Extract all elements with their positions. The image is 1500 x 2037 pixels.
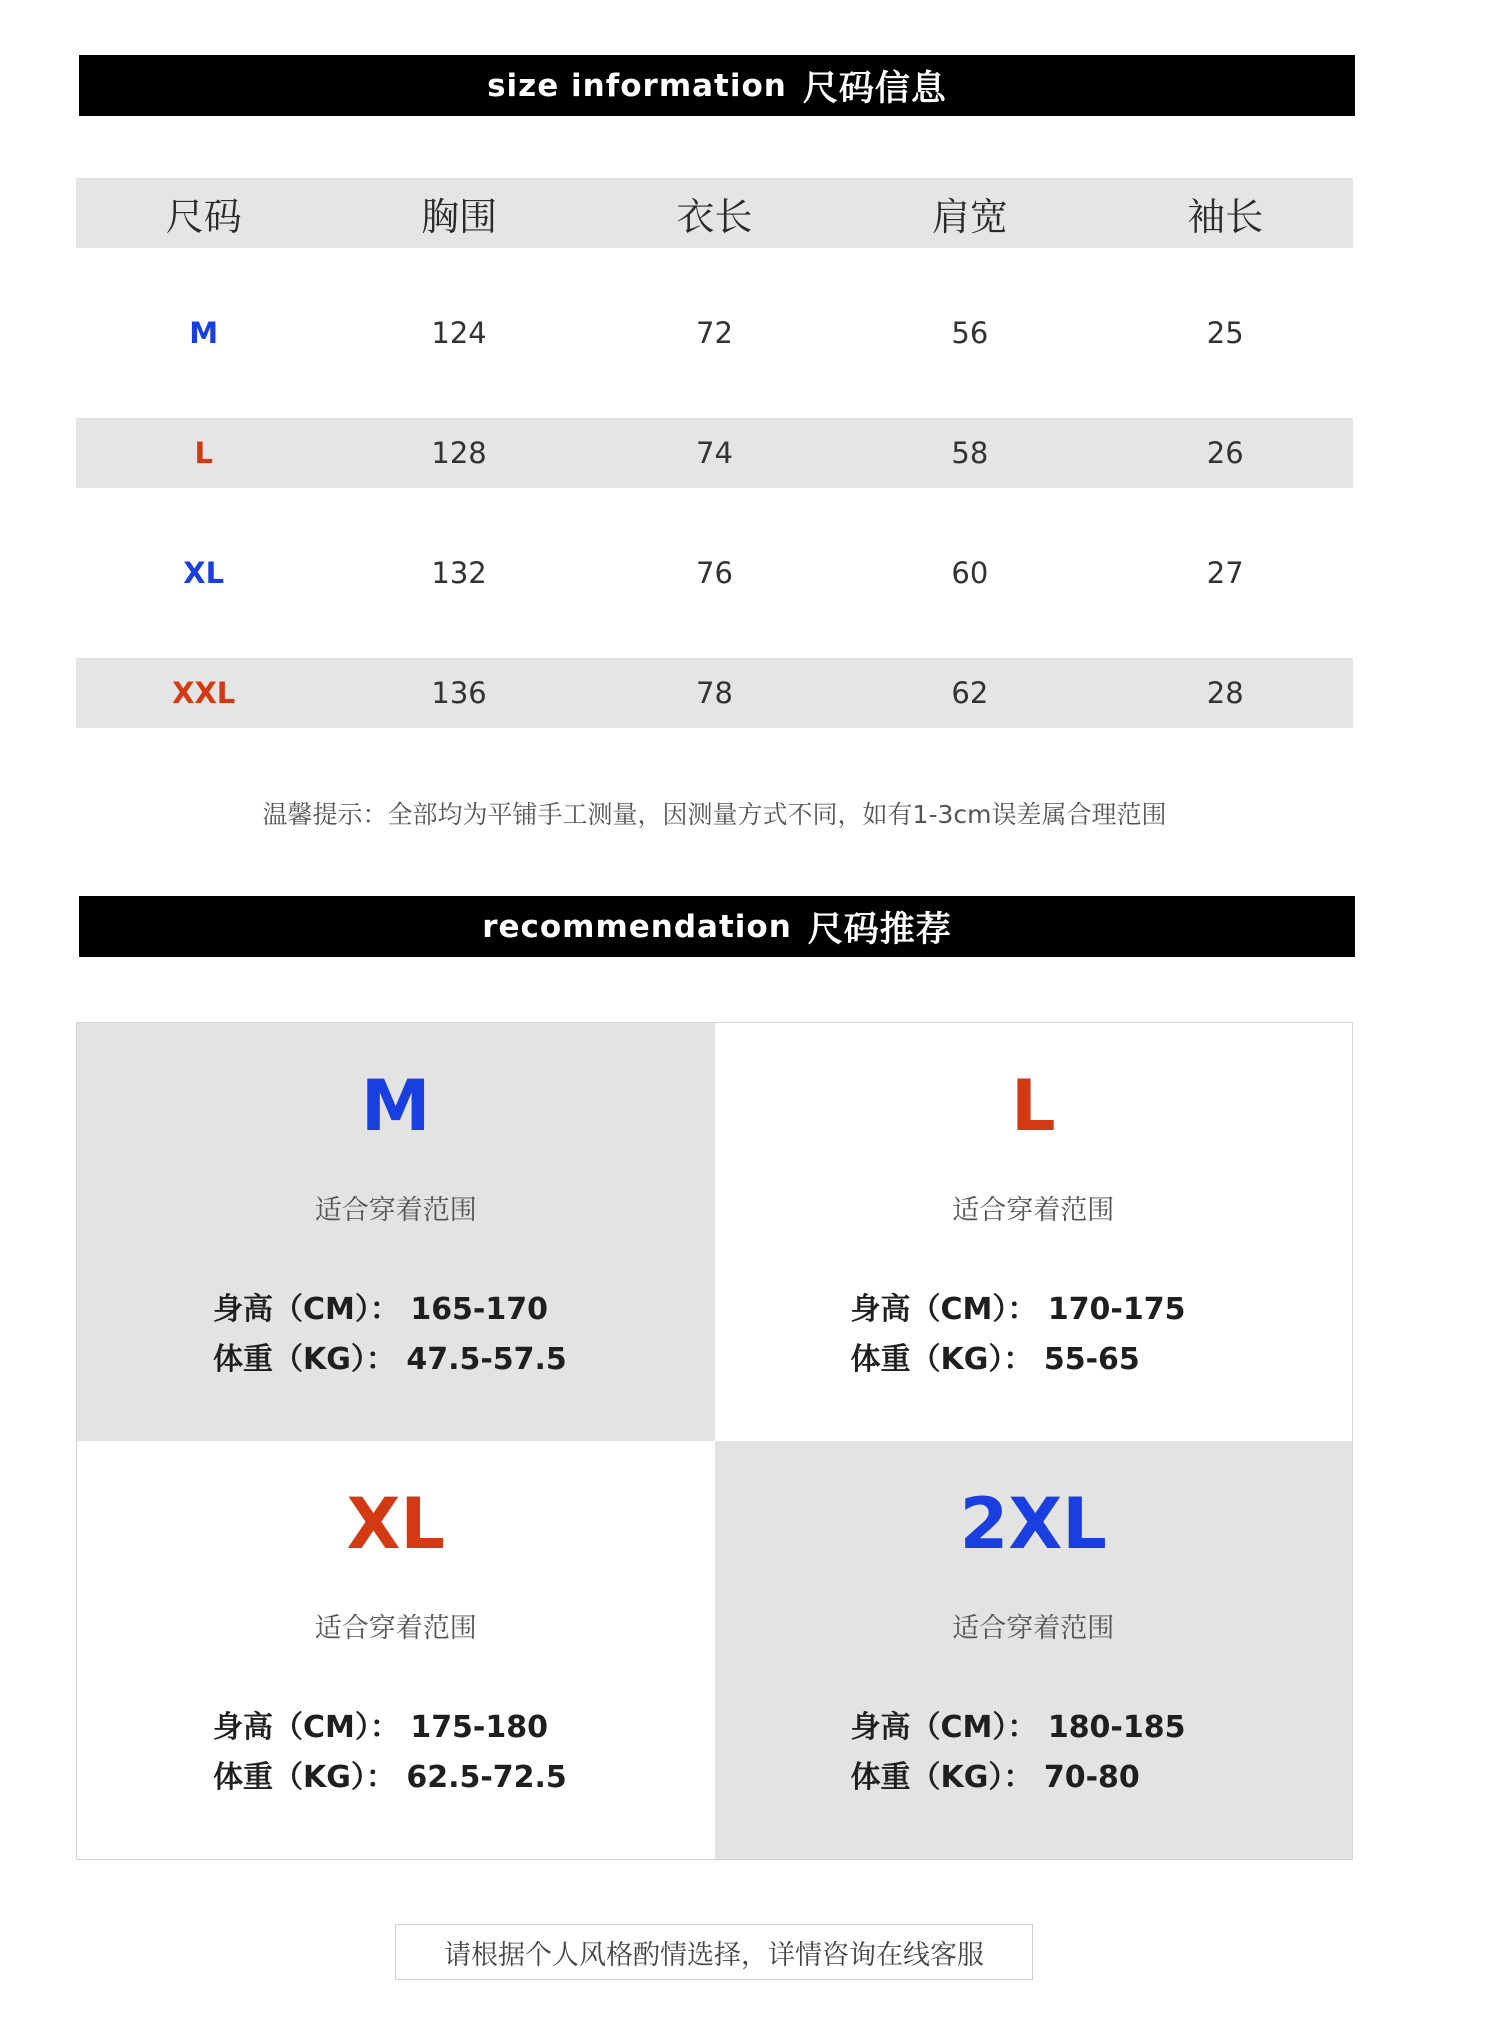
chest-value: 132 [431,556,487,590]
measurement-note: 温馨提示：全部均为平铺手工测量，因测量方式不同，如有1-3cm误差属合理范围 [262,800,1167,829]
table-row [76,298,1353,368]
recommendation-card-m [77,1023,715,1441]
card-size: 2XL [959,1483,1107,1565]
header-length: 衣长 [676,194,753,239]
banner-title-cn: 尺码信息 [802,68,947,109]
card-fit-label: 适合穿着范围 [952,1195,1115,1226]
recommendation-grid [76,1022,1353,1860]
card-fit-label: 适合穿着范围 [952,1613,1115,1644]
card-weight: 体重（KG）： 55-65 [850,1342,1140,1377]
card-height: 身高（CM）： 170-175 [850,1292,1186,1327]
sleeve-value: 27 [1206,556,1244,590]
banner-title-en: size information [487,67,787,104]
card-weight: 体重（KG）： 70-80 [850,1760,1140,1795]
card-specs [851,1703,1186,1803]
chest-value: 128 [431,436,487,470]
card-specs [213,1285,567,1385]
chest-value: 124 [431,316,487,350]
recommendation-banner [79,896,1355,957]
table-row [76,658,1353,728]
size-label: L [194,436,213,470]
size-table [76,178,1353,728]
shoulder-value: 58 [951,436,989,470]
size-label: XL [183,556,225,590]
sleeve-value: 26 [1206,436,1244,470]
shoulder-value: 56 [951,316,989,350]
header-sleeve: 袖长 [1187,194,1264,239]
header-chest: 胸围 [421,194,498,239]
card-height: 身高（CM）： 175-180 [213,1710,549,1745]
banner-title-en: recommendation [482,908,792,945]
sleeve-value: 28 [1206,676,1244,710]
header-shoulder: 肩宽 [931,194,1008,239]
footer-note: 请根据个人风格酌情选择，详情咨询在线客服 [395,1924,1033,1980]
card-weight: 体重（KG）： 62.5-72.5 [213,1760,567,1795]
length-value: 76 [696,556,733,590]
banner-title-cn: 尺码推荐 [807,909,952,950]
card-fit-label: 适合穿着范围 [314,1613,477,1644]
card-height: 身高（CM）： 180-185 [850,1710,1186,1745]
table-header-row [76,178,1353,248]
card-size: M [360,1065,431,1147]
header-size: 尺码 [165,194,242,239]
table-row [76,538,1353,608]
card-size: XL [346,1483,446,1565]
shoulder-value: 62 [951,676,989,710]
recommendation-card-2xl [715,1441,1353,1859]
size-label: M [189,316,219,350]
recommendation-card-xl [77,1441,715,1859]
chest-value: 136 [431,676,487,710]
length-value: 78 [696,676,733,710]
card-specs [213,1703,567,1803]
card-fit-label: 适合穿着范围 [314,1195,477,1226]
recommendation-card-l [715,1023,1353,1441]
size-information-banner [79,55,1355,116]
sleeve-value: 25 [1206,316,1244,350]
card-height: 身高（CM）： 165-170 [213,1292,549,1327]
size-label: XXL [172,676,236,710]
table-row [76,418,1353,488]
card-weight: 体重（KG）： 47.5-57.5 [213,1342,567,1377]
length-value: 72 [696,316,733,350]
card-size: L [1010,1065,1056,1147]
length-value: 74 [696,436,733,470]
card-specs [851,1285,1186,1385]
shoulder-value: 60 [951,556,989,590]
